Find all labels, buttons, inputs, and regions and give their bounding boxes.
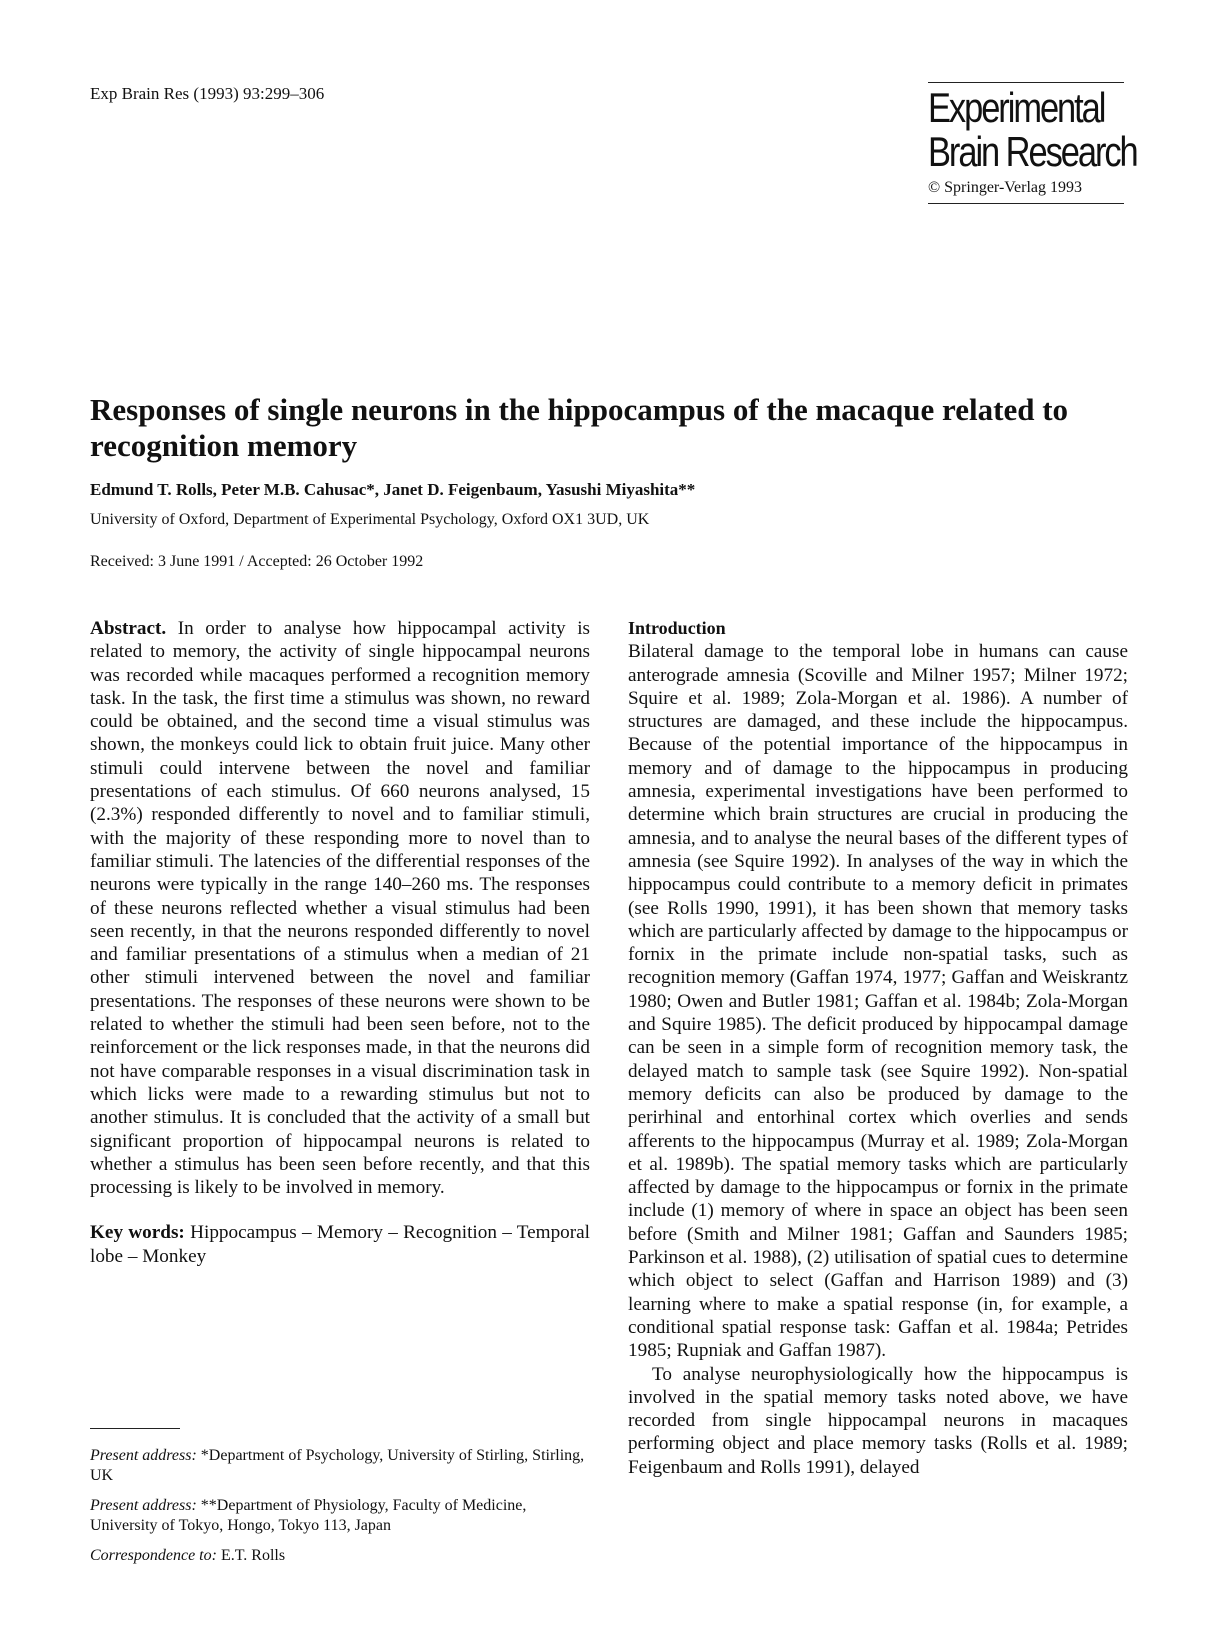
author-list: Edmund T. Rolls, Peter M.B. Cahusac*, Janet D. Feigenbaum, Yasushi Miyashita** — [90, 480, 696, 499]
footnote-correspondence — [90, 1546, 590, 1566]
footnote-1-label: Present address: — [90, 1447, 197, 1464]
abstract-text: In order to analyse how hippocampal activity is related to memory, the activity of single hippocampal neurons was recorded while macaques performed a recognition memory task. In the task, the first time a stimulus was shown, no reward could be obtained, and the second time a visual stimulus was shown, the monkeys could lick to obtain fruit juice. Many other stimuli could intervene between the novel and familiar presentations of each stimulus. Of 660 neurons analysed, 15 (2.3%) responded differently to novel and to familiar stimuli, with the majority of these responding more to novel than to familiar stimuli. The latencies of the differential responses of the neurons were typically in the range 140–260 ms. The responses of these neurons reflected whether a visual stimulus had been seen recently, in that the neurons responded differently to novel and familiar presentations of a stimulus when a median of 21 other stimuli intervened between the novel and familiar presentations. The responses of these neurons were shown to be related to whether the stimuli had been seen before, not to the reinforcement or the lick responses made, in that the neurons did not have comparable responses in a visual discrimination task in which licks were made to a rewarding stimulus but not to another stimulus. It is concluded that the activity of a small but significant proportion of hippocampal neurons is related to whether a stimulus has been seen before recently, and that this processing is likely to be involved in memory. — [90, 618, 590, 1199]
keywords-text: Hippocampus – Memory – Recognition – Temporal lobe – Monkey — [90, 1222, 591, 1267]
right-column — [628, 617, 1128, 1479]
article-title: Responses of single neurons in the hippocampus of the macaque related to recognition memory — [90, 392, 1069, 463]
footnote-present-address-2 — [90, 1496, 590, 1536]
footnote-present-address-1 — [90, 1446, 590, 1486]
keywords-label: Key words: — [90, 1222, 185, 1244]
abstract-label: Abstract. — [90, 618, 167, 639]
journal-masthead — [928, 82, 1137, 204]
introduction-paragraph-2: To analyse neurophysiologically how the hippocampus is involved in the spatial memory tasks noted above, we have recorded from single hippocampal neurons in macaques performing object and place memory tasks (Rolls et al. 1989; Feigenbaum and Rolls 1991), delayed — [628, 1363, 1128, 1478]
affiliation: University of Oxford, Department of Experimental Psychology, Oxford OX1 3UD, UK — [90, 511, 650, 528]
copyright-notice: © Springer-Verlag 1993 — [928, 179, 1083, 196]
keywords — [90, 1221, 590, 1268]
footnote-1-text: *Department of Psychology, University of Stirling, Stirling, UK — [90, 1447, 585, 1484]
journal-name-line2: Brain Research — [928, 128, 1137, 175]
masthead-bottom-rule — [928, 203, 1124, 204]
section-heading-introduction: Introduction — [628, 618, 726, 638]
footnotes — [90, 1446, 590, 1576]
footnote-divider — [90, 1428, 180, 1429]
left-column — [90, 617, 590, 1268]
footnote-2-label: Present address: — [90, 1497, 197, 1514]
received-dates: Received: 3 June 1991 / Accepted: 26 October 1992 — [90, 553, 424, 570]
footnote-2-text: **Department of Physiology, Faculty of Medicine, University of Tokyo, Hongo, Tokyo 113, Japan — [90, 1497, 527, 1534]
masthead-top-rule — [928, 82, 1124, 83]
journal-name-line1: Experimental — [928, 84, 1105, 131]
journal-citation: Exp Brain Res (1993) 93:299–306 — [90, 84, 325, 103]
abstract — [90, 617, 590, 1199]
footnote-3-label: Correspondence to: — [90, 1547, 217, 1564]
introduction-paragraph-1: Bilateral damage to the temporal lobe in humans can cause anterograde amnesia (Scoville and Milner 1957; Milner 1972; Squire et al. 1989; Zola-Morgan et al. 1986). A number of structures are damaged, and these include the hippocampus. Because of the potential importance of the hippocampus in memory and of damage to the hippocampus in producing amnesia, experimental investigations have been performed to determine which brain structures are crucial in producing the amnesia, and to analyse the neural bases of the different types of amnesia (see Squire 1992). In analyses of the way in which the hippocampus could contribute to a memory deficit in primates (see Rolls 1990, 1991), it has been shown that memory tasks which are particularly affected by damage to the hippocampus or fornix in the primate include non-spatial tasks, such as recognition memory (Gaffan 1974, 1977; Gaffan and Weiskrantz 1980; Owen and Butler 1981; Gaffan et al. 1984b; Zola-Morgan and Squire 1985). The deficit produced by hippocampal damage can be seen in a simple form of recognition memory task, the delayed match to sample task (see Squire 1992). Non-spatial memory deficits can also be produced by damage to the perirhinal and entorhinal cortex which overlies and sends afferents to the hippocampus (Murray et al. 1989; Zola-Morgan et al. 1989b). The spatial memory tasks which are particularly affected by damage to the hippocampus or fornix in the primate include (1) memory of where in space an object has been seen before (Smith and Milner 1981; Gaffan and Saunders 1985; Parkinson et al. 1988), (2) utilisation of spatial cues to determine which object to select (Gaffan and Harrison 1989) and (3) learning where to make a spatial response (in, for example, a conditional spatial response task: Gaffan et al. 1984a; Petrides 1985; Rupniak and Gaffan 1987). — [628, 641, 1128, 1362]
footnote-3-text: E.T. Rolls — [220, 1547, 286, 1564]
